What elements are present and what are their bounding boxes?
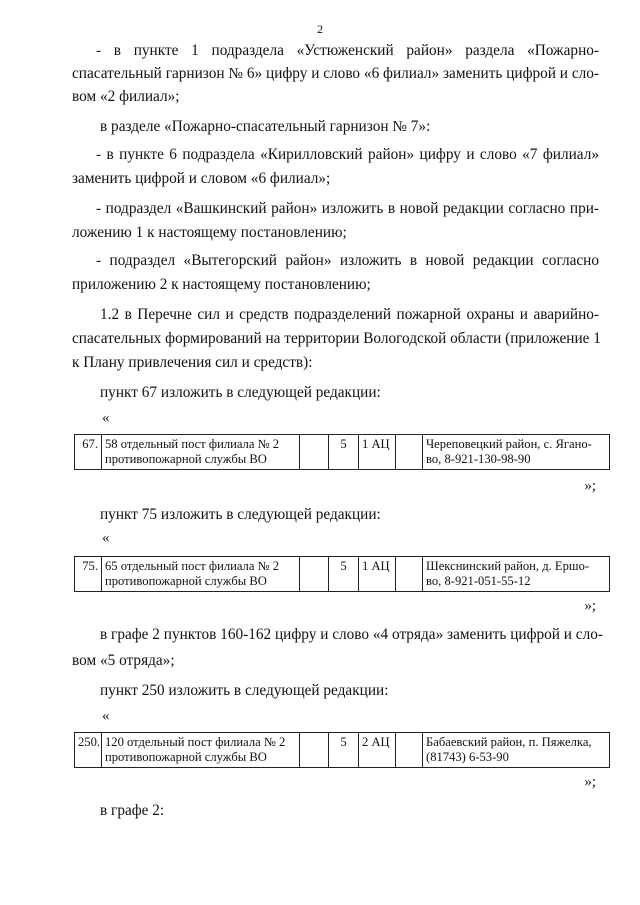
equipment: 1 АЦ (359, 557, 396, 592)
text-line: - подраздел «Вытегорский район» изложить в новой редакции согласно (96, 252, 599, 269)
text-line: приложению 2 к настоящему постановлению; (72, 276, 371, 293)
text-line: заменить цифрой и словом «6 филиал»; (72, 170, 331, 187)
item-number: 250. (75, 733, 102, 768)
personnel-count: 5 (329, 435, 359, 470)
location-contact: Шекснинский район, д. Ершо- во, 8-921-051-55-12 (423, 557, 610, 592)
close-quote: »; (584, 478, 596, 494)
item-table-75 (74, 556, 610, 592)
personnel-count: 5 (329, 733, 359, 768)
page-number: 2 (317, 22, 323, 36)
text-line: пункт 250 изложить в следующей редакции: (100, 682, 389, 699)
text-line: ложению 1 к настоящему постановлению; (72, 224, 347, 241)
close-quote: »; (584, 598, 596, 614)
personnel-count: 5 (329, 557, 359, 592)
table-row (75, 557, 610, 592)
text-line: - подраздел «Вашкинский район» изложить в новой редакции согласно при- (96, 200, 599, 217)
item-number: 67. (75, 435, 102, 470)
text-line: пункт 67 изложить в следующей редакции: (100, 384, 381, 401)
text-line: 1.2 в Перечне сил и средств подразделений пожарной охраны и аварийно- (100, 306, 599, 323)
equipment: 2 АЦ (359, 733, 396, 768)
table-row (75, 435, 610, 470)
empty-cell (396, 435, 423, 470)
text-line: - в пункте 1 подраздела «Устюженский район» раздела «Пожарно- (96, 42, 599, 59)
open-quote: « (102, 410, 110, 426)
location-contact: Бабаевский район, п. Пяжелка, (81743) 6-53-90 (423, 733, 610, 768)
text-line: в графе 2: (100, 802, 165, 819)
empty-cell (300, 733, 329, 768)
open-quote: « (102, 708, 110, 724)
item-table-67 (74, 434, 610, 470)
text-line: в графе 2 пунктов 160-162 цифру и слово «4 отряда» заменить цифрой и сло- (100, 626, 603, 643)
close-quote: »; (584, 774, 596, 790)
item-table-250 (74, 732, 610, 768)
text-line: к Плану привлечения сил и средств): (72, 354, 313, 371)
empty-cell (300, 435, 329, 470)
empty-cell (396, 733, 423, 768)
unit-name: 65 отдельный пост филиала № 2 противопожарной службы ВО (102, 557, 300, 592)
unit-name: 120 отдельный пост филиала № 2 противопожарной службы ВО (102, 733, 300, 768)
item-number: 75. (75, 557, 102, 592)
open-quote: « (102, 530, 110, 546)
text-line: вом «5 отряда»; (72, 652, 175, 669)
unit-name: 58 отдельный пост филиала № 2 противопожарной службы ВО (102, 435, 300, 470)
text-line: пункт 75 изложить в следующей редакции: (100, 506, 381, 523)
location-contact: Череповецкий район, с. Ягано- во, 8-921-130-98-90 (423, 435, 610, 470)
text-line: спасательных формирований на территории Вологодской области (приложение 1 (72, 330, 601, 347)
text-line: - в пункте 6 подраздела «Кирилловский район» цифру и слово «7 филиал» (96, 146, 599, 163)
text-line: вом «2 филиал»; (72, 88, 180, 105)
equipment: 1 АЦ (359, 435, 396, 470)
empty-cell (300, 557, 329, 592)
text-line: спасательный гарнизон № 6» цифру и слово «6 филиал» заменить цифрой и сло- (72, 65, 599, 82)
text-line: в разделе «Пожарно-спасательный гарнизон № 7»: (100, 118, 431, 135)
empty-cell (396, 557, 423, 592)
table-row (75, 733, 610, 768)
